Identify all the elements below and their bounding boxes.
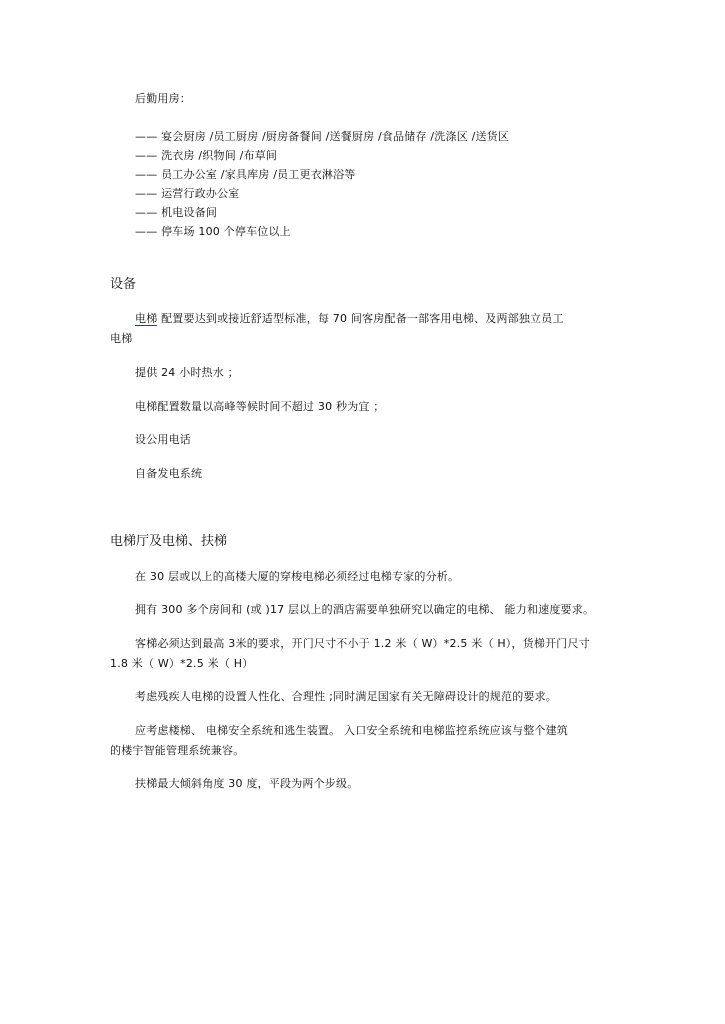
backhouse-item-laundry: —— 洗衣房 /织物间 /布草间 — [135, 149, 278, 162]
equipment-paragraph-1-continued: 电梯 — [110, 332, 133, 345]
backhouse-item-staff-office: —— 员工办公室 /家具库房 /员工更衣淋浴等 — [135, 168, 356, 181]
backhouse-item-mechanical: —— 机电设备间 — [135, 206, 218, 219]
elevator-link[interactable]: 电梯 — [135, 312, 158, 325]
section-heading-elevator: 电梯厅及电梯、扶梯 — [110, 534, 228, 549]
backhouse-title: 后勤用房： — [135, 92, 191, 105]
elevator-paragraph-3: 客梯必须达到最高 3米的要求，开门尺寸不小于 1.2 米（ W）*2.5 米（ H），货梯开门尺寸 — [135, 637, 590, 650]
backhouse-item-parking: —— 停车场 100 个停车位以上 — [135, 225, 291, 238]
elevator-paragraph-1: 在 30 层或以上的高楼大厦的穿梭电梯必须经过电梯专家的分析。 — [135, 570, 460, 583]
equipment-paragraph-4: 设公用电话 — [135, 433, 191, 446]
elevator-paragraph-3-continued: 1.8 米（ W）*2.5 米（ H） — [110, 657, 254, 670]
backhouse-item-kitchen: —— 宴会厨房 /员工厨房 /厨房备餐间 /送餐厨房 /食品储存 /洗涤区 /送货区 — [135, 130, 510, 143]
equipment-paragraph-5: 自备发电系统 — [135, 467, 203, 480]
elevator-paragraph-5: 应考虑楼梯、 电梯安全系统和逃生装置。 入口安全系统和电梯监控系统应该与整个建筑 — [135, 724, 568, 737]
section-heading-equipment: 设备 — [110, 277, 137, 292]
equipment-paragraph-3: 电梯配置数量以高峰等候时间不超过 30 秒为宜 ； — [135, 400, 385, 413]
elevator-paragraph-5-continued: 的楼宇智能管理系统兼容。 — [110, 744, 245, 757]
equipment-paragraph-1-text: 配置要达到或接近舒适型标准，每 70 间客房配备一部客用电梯、及两部独立员工 — [157, 312, 564, 325]
backhouse-item-admin-office: —— 运营行政办公室 — [135, 187, 240, 200]
equipment-paragraph-2: 提供 24 小时热水 ； — [135, 366, 239, 379]
elevator-paragraph-2: 拥有 300 多个房间和 (或 )17 层以上的酒店需要单独研究以确定的电梯、 能力和速度要求。 — [135, 603, 595, 616]
equipment-paragraph-1 — [135, 313, 564, 324]
elevator-paragraph-6: 扶梯最大倾斜角度 30 度，平段为两个步级。 — [135, 777, 359, 790]
elevator-paragraph-4: 考虑残疾人电梯的设置人性化、合理性 ;同时满足国家有关无障碍设计的规范的要求。 — [135, 690, 557, 703]
